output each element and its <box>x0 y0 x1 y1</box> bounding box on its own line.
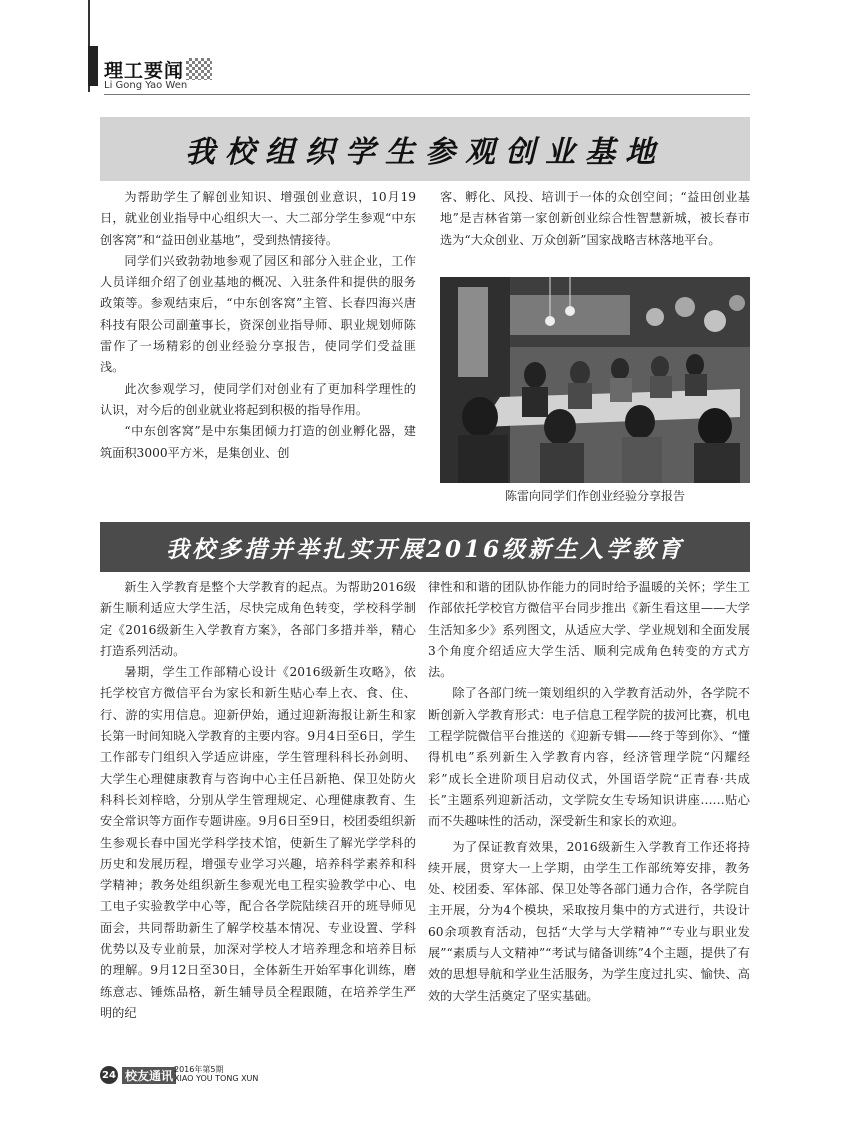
article2-paragraph: 除了各部门统一策划组织的入学教育活动外，各学院不断创新入学教育形式：电子信息工程学院的拔河比赛，机电工程学院微信平台推送的《迎新专辑——终于等到你》、“懂得机电”系列新生入学教育内容，经济管理学院“闪耀经彩”成长全进阶项目启动仪式，外国语学院“正青春·共成长”主题系列迎新活动，文学院女生专场知识讲座……贴心而不失趣味性的活动，深受新生和家长的欢迎。 <box>428 686 750 829</box>
section-marker <box>88 46 98 86</box>
article1-title: 我校组织学生参观创业基地 <box>185 135 665 170</box>
article2-title-banner <box>100 522 750 572</box>
article2-paragraph: 新生入学教育是整个大学教育的起点。为帮助2016级新生顺利适应大学生活，尽快完成角色转变，学校科学制定《2016级新生入学教育方案》，各部门多措并举，精心打造系列活动。 <box>100 580 416 658</box>
article1-paragraph: 此次参观学习，使同学们对创业有了更加科学理性的认识，对今后的创业就业将起到积极的指导作用。 <box>100 381 416 417</box>
article1-paragraph: 同学们兴致勃勃地参观了园区和部分入驻企业，工作人员详细介绍了创业基地的概况、入驻条件和提供的服务政策等。参观结束后，“中东创客窝”主管、长春四海兴唐科技有限公司副董事长，资深创业指导师、职业规划师陈雷作了一场精彩的创业经验分享报告，使同学们受益匪浅。 <box>100 253 416 375</box>
article2-paragraph: 为了保证教育效果，2016级新生入学教育工作还将持续开展，贯穿大一上学期，由学生工作部统筹安排，教务处、校团委、军体部、保卫处等各部门通力合作，各学院自主开展，分为4个模块，采取按月集中的方式进行，共设计60余项教育活动，包括“大学与大学精神”“专业与职业发展”“素质与人文精神”“考试与储备训练”4个主题，提供了有效的思想导航和学业生活服务，为学生度过扎实、愉快、高效的大学生活奠定了坚实基础。 <box>428 839 750 1003</box>
article1-photo <box>440 277 750 483</box>
page-number: 24 <box>100 1066 118 1084</box>
article2-left-column <box>100 577 416 1069</box>
article2-paragraph: 暑期，学生工作部精心设计《2016级新生攻略》，依托学校官方微信平台为家长和新生贴心奉上衣、食、住、行、游的实用信息。迎新伊始，通过迎新海报让新生和家长第一时间知晓入学教育的主要内容。9月4日至6日，学生工作部专门组织入学适应讲座，学生管理科科长孙剑明、大学生心理健康教育与咨询中心主任吕新艳、保卫处防火科科长刘梓晗，分别从学生管理规定、心理健康教育、生安全常识等方面作专题讲座。9月6日至9日，校团委组织新生参观长春中国光学科学技术馆，使新生了解光学学科的历史和发展历程，增强专业学习兴趣，培养科学素养和科学精神；教务处组织新生参观光电工程实验教学中心、电工电子实验教学中心等，配合各学院陆续召开的班导师见面会，共同帮助新生了解学校基本情况、专业设置、学科优势以及专业前景，加深对学校人才培养理念和培养目标的理解。9月12日至30日，全体新生开始军事化训练，磨练意志、锤炼品格，新生辅导员全程跟随，在培养学生严明的纪 <box>100 665 416 1020</box>
article1-paragraph: “中东创客窝”是中东集团倾力打造的创业孵化器，建筑面积3000平方米，是集创业、创 <box>100 424 416 460</box>
issue-label-english: XIAO YOU TONG XUN <box>174 1074 259 1083</box>
article2-paragraph-continued: 律性和和谐的团队协作能力的同时给予温暖的关怀；学生工作部依托学校官方微信平台同步推出《新生看这里——大学生活知多少》系列图文，从适应大学、学业规划和全面发展3个角度介绍适应大学生活、顺利完成角色转变的方式方法。 <box>428 580 750 680</box>
article1-title-banner <box>100 117 750 181</box>
magazine-name: 校友通讯 <box>122 1067 176 1084</box>
article1-right-column <box>440 187 750 272</box>
article2-right-column <box>428 577 750 1069</box>
photo-caption: 陈雷向同学们作创业经验分享报告 <box>504 489 685 503</box>
header-rule <box>104 94 750 95</box>
section-title: 理工要闻 <box>104 60 185 82</box>
issue-label: 2016年第5期 <box>174 1065 224 1074</box>
section-subtitle: Li Gong Yao Wen <box>104 80 188 91</box>
article1-paragraph: 为帮助学生了解创业知识、增强创业意识，10月19日，就业创业指导中心组织大一、大二部分学生参观“中东创客窝”和“益田创业基地”，受到热情接待。 <box>100 190 416 247</box>
article1-left-column <box>100 187 416 509</box>
article1-paragraph-continued: 客、孵化、风投、培训于一体的众创空间；“益田创业基地”是吉林省第一家创新创业综合性智慧新城，被长春市选为“大众创业、万众创新”国家战略吉林落地平台。 <box>440 190 750 247</box>
article2-title: 我校多措并举扎实开展2016级新生入学教育 <box>165 535 684 563</box>
checker-pattern-decoration <box>186 58 212 80</box>
